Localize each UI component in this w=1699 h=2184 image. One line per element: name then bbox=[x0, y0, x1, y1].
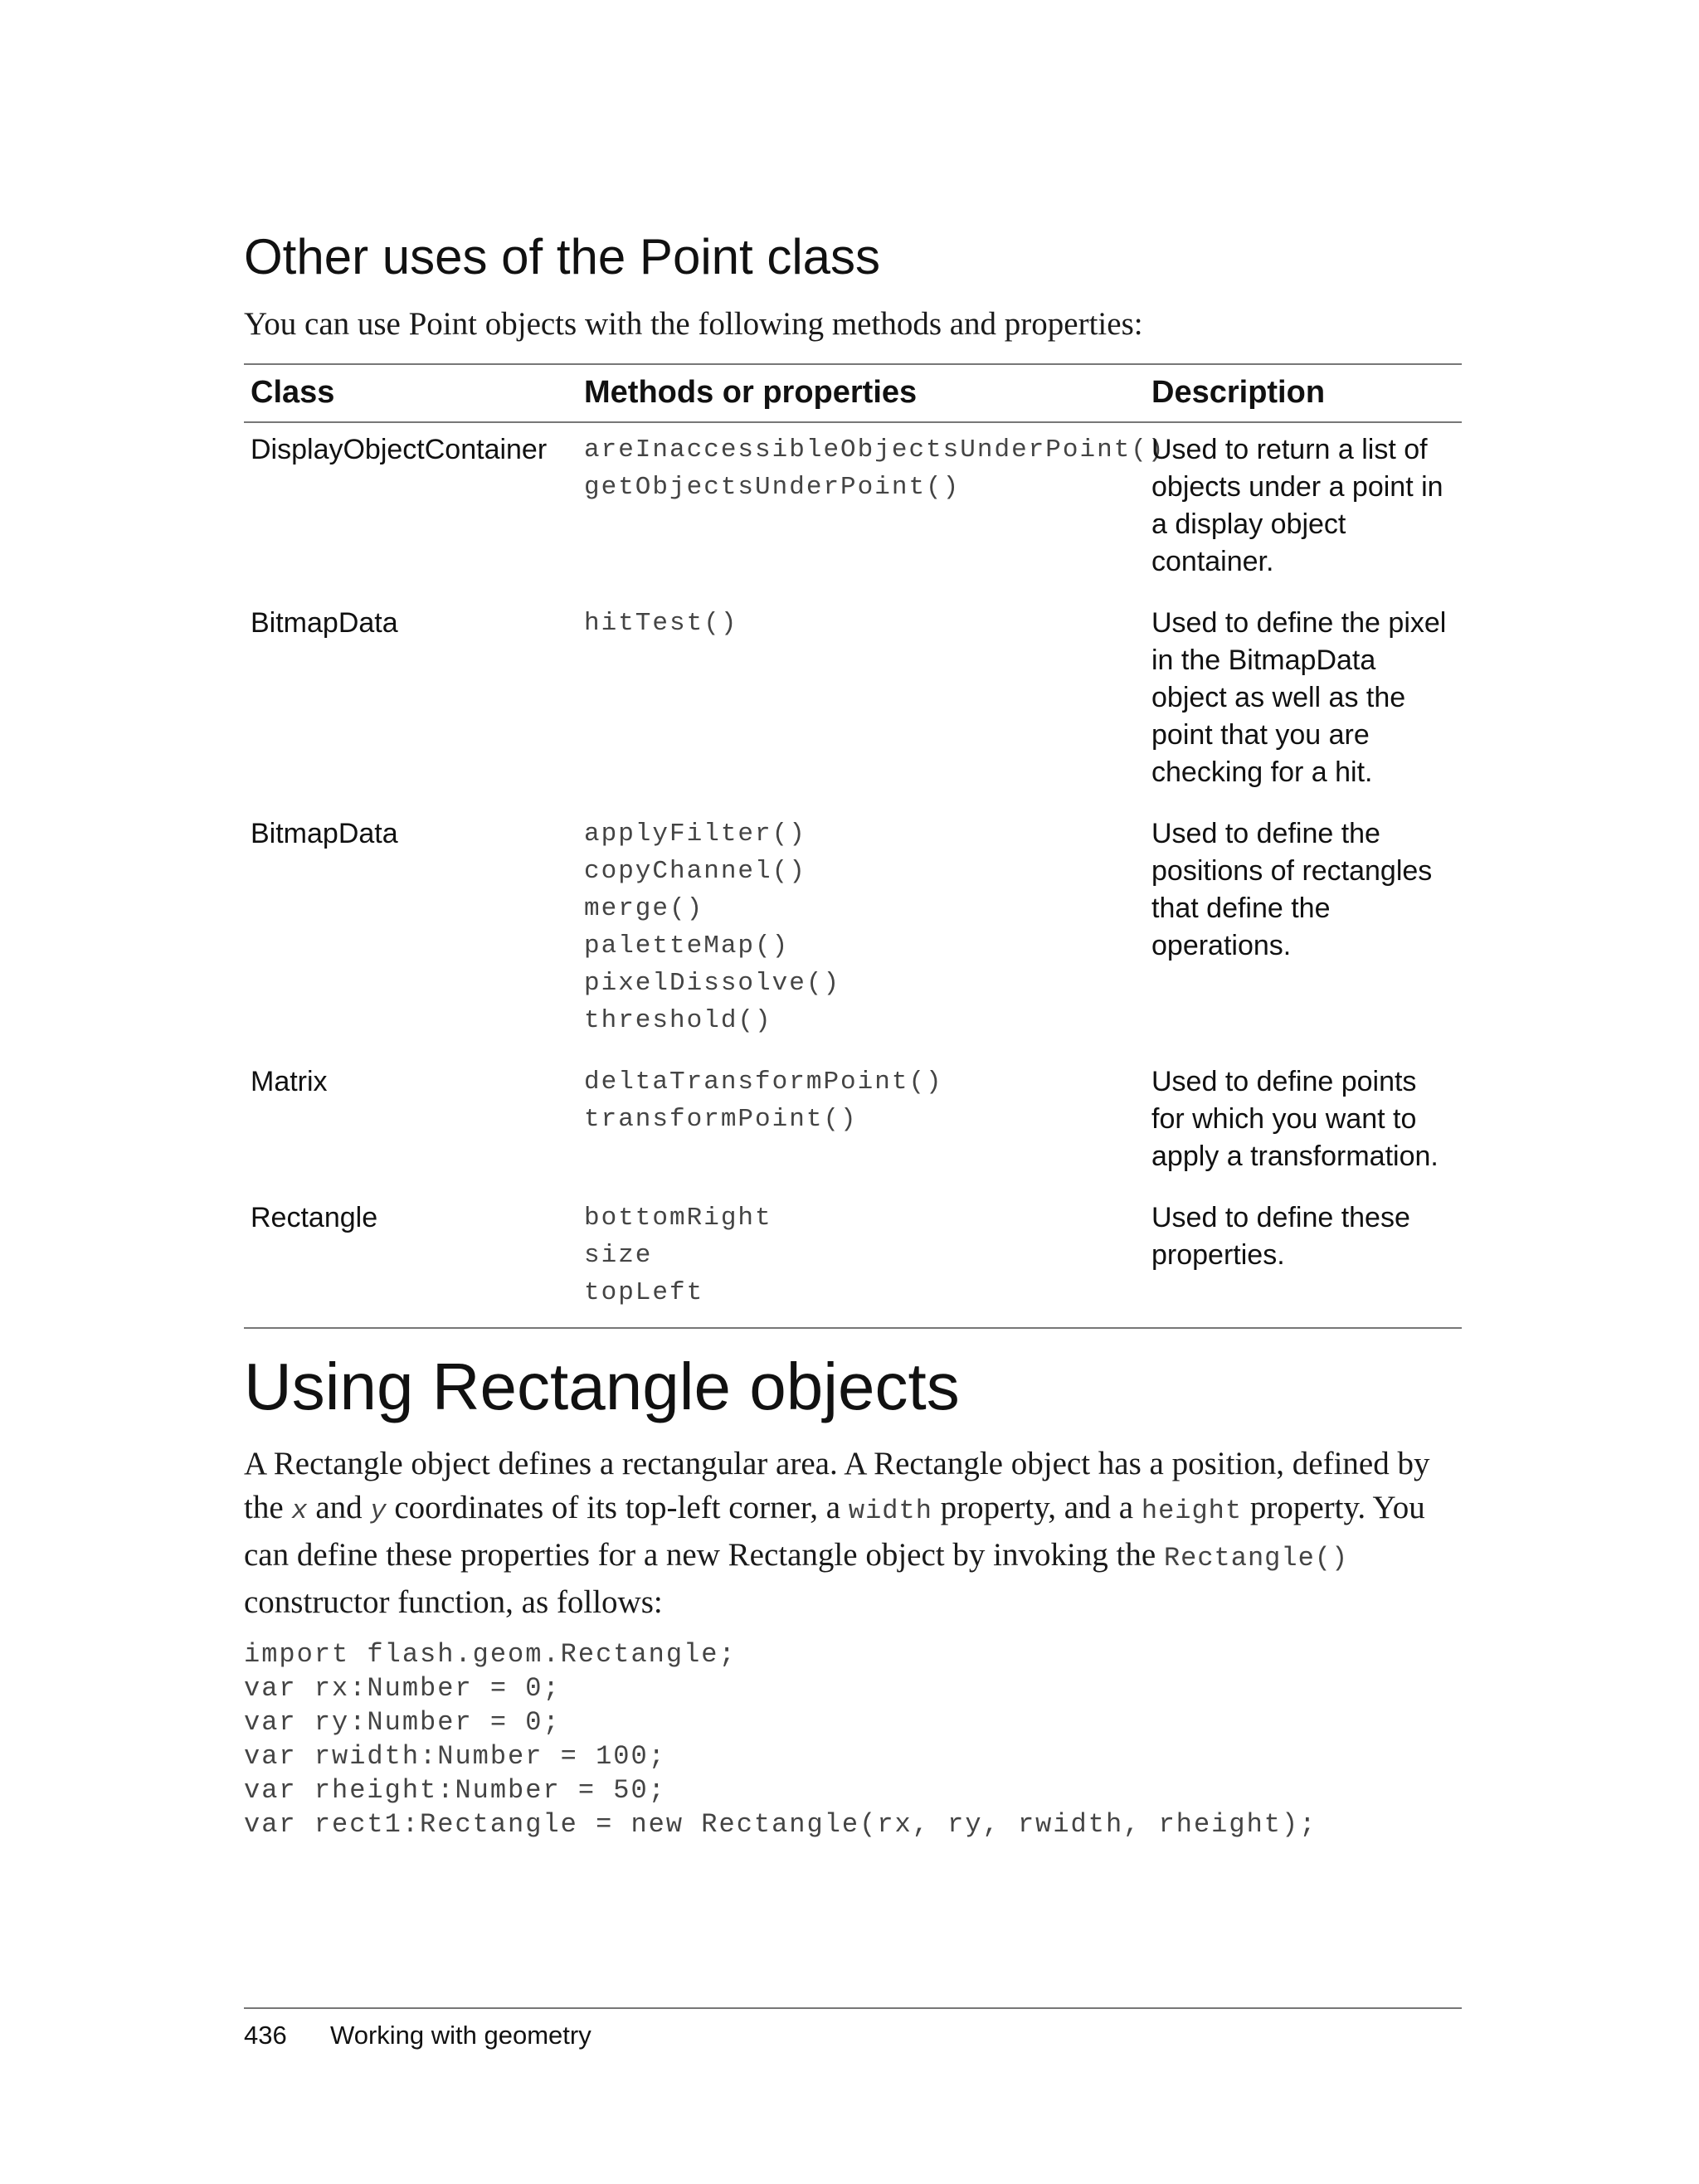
paragraph-text: A Rectangle object defines a rectangular area. A Rectangle object has a position, defined by the bbox=[244, 1446, 1430, 1525]
section-heading: Other uses of the Point class bbox=[244, 229, 881, 285]
column-header-methods: Methods or properties bbox=[577, 364, 1145, 422]
cell-description: Used to return a list of objects under a point in a display object container. bbox=[1151, 434, 1443, 577]
cell-class: BitmapData bbox=[251, 607, 398, 639]
x-variable: x bbox=[291, 1496, 308, 1526]
code-line: var rheight:Number = 50; bbox=[244, 1775, 666, 1806]
code-line: import flash.geom.Rectangle; bbox=[244, 1639, 737, 1670]
point-uses-table bbox=[244, 363, 1462, 1329]
paragraph-text: constructor function, as follows: bbox=[244, 1584, 663, 1620]
table-row bbox=[244, 807, 1462, 1055]
table-row bbox=[244, 596, 1462, 807]
page-number: 436 bbox=[244, 2021, 287, 2050]
page-content bbox=[244, 224, 1462, 1841]
cell-class: Rectangle bbox=[251, 1202, 378, 1233]
cell-class: DisplayObjectContainer bbox=[251, 434, 548, 465]
paragraph-text: coordinates of its top-left corner, a bbox=[386, 1490, 849, 1525]
rectangle-paragraph bbox=[244, 1442, 1462, 1624]
code-example bbox=[244, 1637, 1462, 1841]
table-row bbox=[244, 1191, 1462, 1328]
cell-methods: areInaccessibleObjectsUnderPoint() getObjectsUnderPoint() bbox=[584, 435, 1166, 502]
cell-description: Used to define points for which you want to apply a transformation. bbox=[1151, 1066, 1439, 1172]
cell-class: BitmapData bbox=[251, 818, 398, 849]
table-row bbox=[244, 422, 1462, 596]
width-code: width bbox=[848, 1496, 932, 1526]
y-variable: y bbox=[370, 1496, 387, 1526]
paragraph-text: property. You can define these properties for a new Rectangle object by invoking the bbox=[244, 1490, 1425, 1573]
cell-description: Used to define the positions of rectangles that define the operations. bbox=[1151, 818, 1433, 961]
code-line: var rwidth:Number = 100; bbox=[244, 1741, 666, 1772]
table-header-row bbox=[244, 364, 1462, 422]
cell-methods: deltaTransformPoint() transformPoint() bbox=[584, 1068, 943, 1134]
chapter-title: Working with geometry bbox=[330, 2021, 591, 2050]
page-footer bbox=[244, 2007, 1462, 2050]
code-line: var rect1:Rectangle = new Rectangle(rx, ry, rwidth, rheight); bbox=[244, 1809, 1317, 1840]
code-line: var rx:Number = 0; bbox=[244, 1673, 561, 1704]
cell-methods: bottomRight size topLeft bbox=[584, 1204, 772, 1307]
cell-class: Matrix bbox=[251, 1066, 328, 1097]
constructor-code: Rectangle() bbox=[1163, 1543, 1349, 1574]
column-header-class: Class bbox=[244, 364, 577, 422]
section-intro: You can use Point objects with the following methods and properties: bbox=[244, 306, 1143, 342]
paragraph-text: and bbox=[307, 1490, 371, 1525]
rectangle-heading: Using Rectangle objects bbox=[244, 1350, 960, 1423]
height-code: height bbox=[1141, 1496, 1243, 1526]
table-row bbox=[244, 1055, 1462, 1191]
column-header-description: Description bbox=[1145, 364, 1462, 422]
cell-description: Used to define these properties. bbox=[1151, 1202, 1410, 1271]
cell-methods: hitTest() bbox=[584, 609, 738, 638]
cell-methods: applyFilter() copyChannel() merge() paletteMap() pixelDissolve() threshold() bbox=[584, 820, 841, 1035]
paragraph-text: property, and a bbox=[932, 1490, 1142, 1525]
cell-description: Used to define the pixel in the BitmapData object as well as the point that you are checking for a hit. bbox=[1151, 607, 1447, 788]
code-line: var ry:Number = 0; bbox=[244, 1707, 561, 1738]
